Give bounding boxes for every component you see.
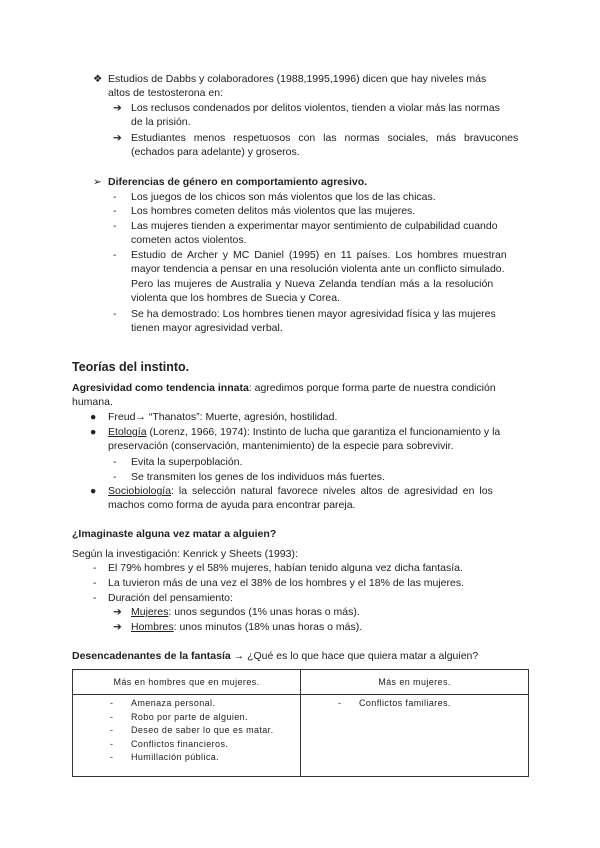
dot-bullet: ● xyxy=(90,426,97,438)
socio-rest: : la selección natural favorece niveles altos de agresividad en los xyxy=(171,485,493,497)
dabbs-item-line: (echados para adelante) y groseros. xyxy=(131,146,300,159)
list-item: - Deseo de saber lo que es matar. xyxy=(110,725,274,735)
duration-rest: : unos minutos (18% unas horas o más). xyxy=(173,621,363,633)
gender-item-line: Se ha demostrado: Los hombres tienen mayor agresividad física y las mujeres xyxy=(131,308,496,320)
gender-item-line: violenta que los hombres de Suecia y Corea. xyxy=(131,292,340,305)
gender-item-line: Los juegos de los chicos son más violentos que los de las chicas. xyxy=(131,191,436,203)
duration-who: Hombres xyxy=(131,621,174,633)
list-item-text: Humillación pública. xyxy=(131,752,220,762)
duration-who: Mujeres xyxy=(131,606,169,618)
triggers-title xyxy=(72,649,478,663)
diamond-bullet-icon: ❖ xyxy=(93,73,103,85)
dash-bullet: - xyxy=(93,562,97,574)
dash-bullet: - xyxy=(93,577,97,589)
instinct-lead-line2: humana. xyxy=(72,396,113,409)
gender-item xyxy=(131,204,529,218)
dash-bullet: - xyxy=(113,456,117,468)
arrow-bullet-icon: ➔ xyxy=(113,132,122,144)
gender-item xyxy=(131,190,529,204)
imagine-item: El 79% hombres y el 58% mujeres, habían tenido alguna vez dicha fantasía. xyxy=(108,562,463,574)
duration-rest: : unos segundos (1% unas horas o más). xyxy=(168,606,360,618)
instinct-lead xyxy=(72,381,529,410)
dash-bullet: - xyxy=(113,471,117,483)
dash-bullet: - xyxy=(93,592,97,604)
dabbs-item-line: Estudiantes menos respetuosos con las normas sociales, más bravucones xyxy=(131,132,519,144)
gender-item-line: mayor tendencia a pensar en una resolución violenta ante un conflicto simulado. xyxy=(131,263,505,276)
gender-item xyxy=(131,219,529,248)
freud-item: Freud→ “Thanatos”: Muerte, agresión, hostilidad. xyxy=(108,411,338,423)
socio-term: Sociobiología xyxy=(108,485,172,497)
dot-bullet: ● xyxy=(90,485,97,497)
etologia-sub: Evita la superpoblación. xyxy=(131,456,243,468)
dabbs-item-line: de la prisión. xyxy=(131,116,191,129)
arrow-bullet-icon: ➔ xyxy=(113,621,122,633)
dash-bullet: - xyxy=(113,205,117,217)
list-item-text: Amenaza personal. xyxy=(131,698,216,708)
dabbs-intro-line1: Estudios de Dabbs y colaboradores (1988,1995,1996) dicen que hay niveles más xyxy=(108,73,487,85)
instinct-lead-rest: : agredimos porque forma parte de nuestra condición xyxy=(248,382,496,394)
list-item-text: Robo por parte de alguien. xyxy=(131,711,248,722)
dash-bullet: - xyxy=(113,191,117,203)
dash-bullet: - xyxy=(113,249,117,261)
imagine-item: Duración del pensamiento: xyxy=(108,592,233,604)
list-item: - Conflictos familiares. xyxy=(338,698,451,708)
etologia-sub: Se transmiten los genes de los individuos más fuertes. xyxy=(131,471,385,483)
dot-bullet: ● xyxy=(90,411,97,423)
list-item: - Humillación pública. xyxy=(110,752,220,762)
etologia-term: Etología xyxy=(108,426,147,438)
gender-item-line: Los hombres cometen delitos más violentos que las mujeres. xyxy=(131,205,416,217)
triggers-table xyxy=(72,669,529,777)
col2-header: Más en mujeres. xyxy=(301,670,529,695)
col1-header: Más en hombres que en mujeres. xyxy=(73,670,301,695)
col1-cell xyxy=(73,695,301,777)
dash-bullet: - xyxy=(113,220,117,232)
dabbs-item xyxy=(131,101,529,130)
gender-item-line: Las mujeres tienden a experimentar mayor sentimiento de culpabilidad cuando xyxy=(131,220,498,232)
duration-item xyxy=(131,605,360,619)
list-item: - Robo por parte de alguien. xyxy=(110,711,248,722)
dabbs-intro xyxy=(108,72,529,101)
list-item-text: Conflictos financieros. xyxy=(131,738,229,749)
col2-cell xyxy=(301,695,529,777)
gender-item-line: tienen mayor agresividad verbal. xyxy=(131,322,283,335)
instinct-lead-bold: Agresividad como tendencia innata xyxy=(72,382,249,394)
dabbs-item-line: Los reclusos condenados por delitos violentos, tienden a violar más las normas xyxy=(131,102,500,114)
gender-item-line: Estudio de Archer y MC Daniel (1995) en 11 países. Los hombres muestran xyxy=(131,249,507,261)
dabbs-intro-line2: altos de testosterona en: xyxy=(108,87,223,100)
list-item: - Amenaza personal. xyxy=(110,698,216,708)
gender-heading: Diferencias de género en comportamiento agresivo. xyxy=(108,176,368,188)
triggers-title-rest: → ¿Qué es lo que hace que quiera matar a alguien? xyxy=(230,650,479,662)
gender-item xyxy=(131,307,529,336)
imagine-item: La tuvieron más de una vez el 38% de los hombres y el 18% de las mujeres. xyxy=(108,577,465,589)
gender-item-line: cometen actos violentos. xyxy=(131,234,247,247)
duration-item xyxy=(131,620,362,634)
socio-item xyxy=(108,484,529,513)
etologia-item xyxy=(108,425,529,454)
imagine-title: ¿Imaginaste alguna vez matar a alguien? xyxy=(72,528,277,540)
etologia-line2: preservación (conservación, mantenimiento) de la especie para sobrevivir. xyxy=(108,440,454,453)
dabbs-item xyxy=(131,131,529,160)
imagine-source: Según la investigación: Kenrick y Sheets (1993): xyxy=(72,548,298,560)
etologia-rest: (Lorenz, 1966, 1974): Instinto de lucha que garantiza el funcionamiento y la xyxy=(146,426,501,438)
dash-bullet: - xyxy=(113,308,117,320)
instinct-title: Teorías del instinto. xyxy=(72,360,190,374)
list-item: - Conflictos financieros. xyxy=(110,738,229,749)
chevron-bullet-icon: ➢ xyxy=(93,176,102,188)
list-item-text: Conflictos familiares. xyxy=(359,698,451,708)
list-item-text: Deseo de saber lo que es matar. xyxy=(131,725,274,735)
gender-item-line: Pero las mujeres de Australia y Nueva Zelanda tendían más a la resolución xyxy=(131,277,494,290)
triggers-title-bold: Desencadenantes de la fantasía xyxy=(72,650,231,662)
arrow-bullet-icon: ➔ xyxy=(113,102,122,114)
gender-item xyxy=(131,248,529,306)
arrow-bullet-icon: ➔ xyxy=(113,606,122,618)
socio-line2: machos como forma de ayuda para encontrar pareja. xyxy=(108,499,356,512)
